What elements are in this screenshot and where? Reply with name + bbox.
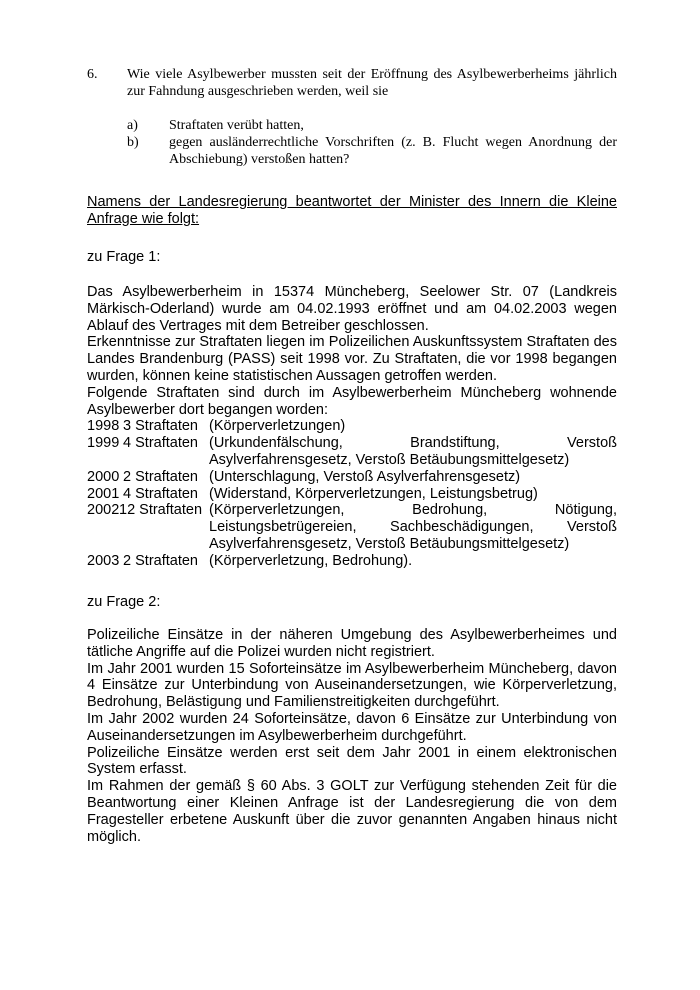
offense-row bbox=[87, 435, 617, 469]
frage1-paragraph: Das Asylbewerberheim in 15374 Müncheberg, Seelower Str. 07 (Landkreis Märkisch-Oderland) wurde am 04.02.1993 eröffnet und am 04.02.2003 wegen Ablauf des Vertrages mit dem Betreiber geschlossen. bbox=[87, 284, 617, 334]
subitem-text: Straftaten verübt hatten, bbox=[169, 118, 304, 133]
offense-desc: (Körperverletzung, Bedrohung). bbox=[209, 552, 413, 569]
frage2-paragraph: Im Jahr 2002 wurden 24 Soforteinsätze, davon 6 Einsätze zur Unterbindung von Auseinandersetzungen im Asylbewerberheim durchgeführt. bbox=[87, 710, 617, 744]
offense-desc: (Widerstand, Körperverletzungen, Leistungsbetrug) bbox=[209, 485, 538, 502]
offense-count: 2 Straftaten bbox=[119, 468, 198, 485]
offense-year: 1999 bbox=[87, 435, 120, 452]
question-subitem-b bbox=[127, 134, 617, 168]
frage2-paragraph: Polizeiliche Einsätze in der näheren Umgebung des Asylbewerberheimes und tätliche Angriffe auf die Polizei wurden nicht registriert. bbox=[87, 627, 617, 660]
offense-row bbox=[87, 418, 617, 435]
frage2-paragraph: Im Rahmen der gemäß § 60 Abs. 3 GOLT zur Verfügung stehenden Zeit für die Beantwortung einer Kleinen Anfrage ist der Landesregierung die von dem Fragesteller erbetene Auskunft über die zuvor genannten Angaben hinaus nicht möglich. bbox=[87, 778, 617, 845]
offense-count: 4 Straftaten bbox=[119, 485, 198, 502]
offense-count: 4 Straftaten bbox=[119, 435, 198, 452]
frage2-heading: zu Frage 2: bbox=[87, 594, 161, 610]
offense-count: 3 Straftaten bbox=[119, 418, 198, 435]
offense-row bbox=[87, 486, 617, 503]
question-text: Wie viele Asylbewerber mussten seit der Eröffnung des Asylbewerberheims jährlich zur Fahndung ausgeschrieben werden, weil sie bbox=[127, 67, 617, 99]
frage1-section bbox=[87, 284, 617, 570]
frage2-paragraph: Im Jahr 2001 wurden 15 Soforteinsätze im Asylbewerberheim Müncheberg, davon 4 Einsätze zur Unterbindung von Auseinandersetzungen, wie Körperverletzung, Bedrohung, Belästigung und Familienstreitigkeiten durchgeführt. bbox=[87, 660, 617, 711]
frage2-section bbox=[87, 627, 617, 845]
offense-desc: (Körperverletzungen) bbox=[209, 418, 346, 435]
offense-desc: (Unterschlagung, Verstoß Asylverfahrensgesetz) bbox=[209, 468, 521, 485]
subitem-letter: a) bbox=[127, 118, 138, 133]
question-subitems bbox=[127, 117, 617, 168]
offense-desc: (Körperverletzungen, Bedrohung, Nötigung, Leistungsbetrügereien, Sachbeschädigungen, Verstoß Asylverfahrensgesetz, Verstoß Betäubungsmittelgesetz) bbox=[209, 502, 617, 552]
offense-desc: (Urkundenfälschung, Brandstiftung, Verstoß Asylverfahrensgesetz, Verstoß Betäubungsmittelgesetz) bbox=[209, 435, 617, 468]
answer-intro: Namens der Landesregierung beantwortet der Minister des Innern die Kleine Anfrage wie folgt: bbox=[87, 194, 617, 227]
subitem-text: gegen ausländerrechtliche Vorschriften (z. B. Flucht wegen Anordnung der Abschiebung) verstoßen hatten? bbox=[169, 135, 617, 167]
offense-count: 2 Straftaten bbox=[119, 552, 198, 569]
offense-year: 2000 bbox=[87, 468, 120, 485]
offense-year: 2001 bbox=[87, 485, 120, 502]
offense-row bbox=[87, 502, 617, 552]
frage2-paragraph: Polizeiliche Einsätze werden erst seit dem Jahr 2001 in einem elektronischen System erfasst. bbox=[87, 744, 617, 778]
offense-year: 1998 bbox=[87, 418, 120, 435]
question-6 bbox=[87, 66, 617, 168]
offense-year: 2002 bbox=[87, 502, 120, 519]
offense-count: 12 Straftaten bbox=[119, 502, 203, 519]
frage1-heading: zu Frage 1: bbox=[87, 249, 161, 265]
subitem-letter: b) bbox=[127, 135, 139, 150]
offense-year: 2003 bbox=[87, 552, 120, 569]
question-subitem-a bbox=[127, 117, 617, 134]
offense-row bbox=[87, 553, 617, 570]
offenses-table bbox=[87, 418, 617, 569]
frage1-paragraph: Folgende Straftaten sind durch im Asylbewerberheim Müncheberg wohnende Asylbewerber dort begangen worden: bbox=[87, 384, 617, 418]
question-number: 6. bbox=[87, 67, 98, 82]
offense-row bbox=[87, 469, 617, 486]
frage1-paragraph: Erkenntnisse zur Straftaten liegen im Polizeilichen Auskunftssystem Straftaten des Landes Brandenburg (PASS) seit 1998 vor. Zu Straftaten, die vor 1998 begangen wurden, können keine statistischen Aussagen getroffen werden. bbox=[87, 334, 617, 384]
